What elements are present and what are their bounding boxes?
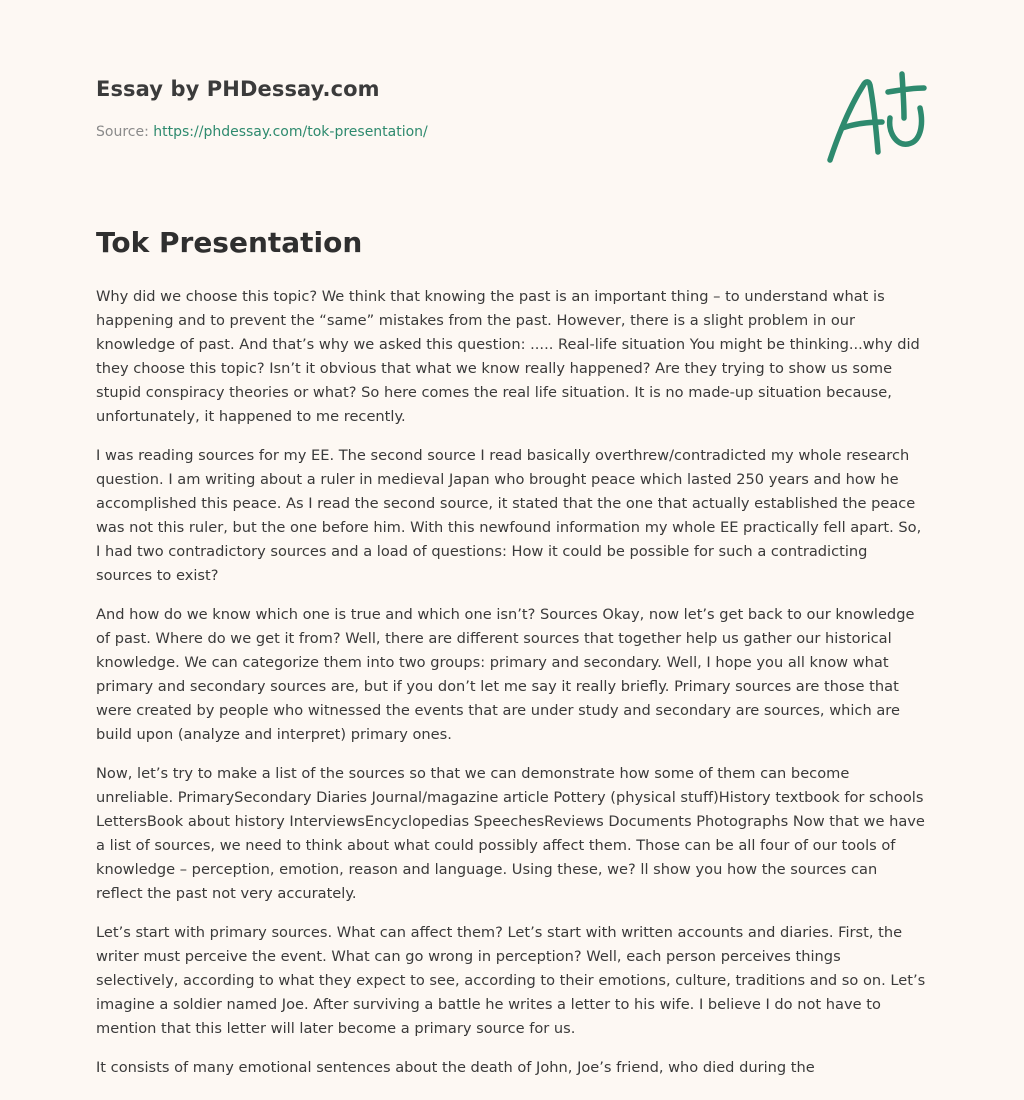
essay-paragraph: I was reading sources for my EE. The second source I read basically overthrew/contradicted my whole research question. I am writing about a ruler in medieval Japan who brought peace which lasted 250 years and how he accomplished this peace. As I read the second source, it stated that the one that actually established the peace was not this ruler, but the one before him. With this newfound information my whole EE practically fell apart. So, I had two contradictory sources and a load of questions: How it could be possible for such a contradicting sources to exist? [96, 447, 922, 584]
essay-paragraph: Why did we choose this topic? We think that knowing the past is an important thing – to understand what is happening and to prevent the “same” mistakes from the past. However, there is a slight problem in our knowledge of past. And that’s why we asked this question: ..... Real-life situation You might be thinking...why did they choose this topic? Isn’t it obvious that what we know really happened? Are they trying to show us some stupid conspiracy theories or what? So here comes the real life situation. It is no made-up situation because, unfortunately, it happened to me recently. [96, 288, 920, 425]
source-link[interactable]: https://phdessay.com/tok-presentation/ [153, 124, 428, 140]
source-label: Source: [96, 124, 154, 140]
essay-page [96, 0, 926, 1076]
essay-paragraph: It consists of many emotional sentences about the death of John, Joe’s friend, who died during the [96, 1059, 815, 1076]
essay-paragraph: Let’s start with primary sources. What can affect them? Let’s start with written accounts and diaries. First, the writer must perceive the event. What can go wrong in perception? Well, each person perceives things selectively, according to what they expect to see, according to their emotions, culture, traditions and so on. Let’s imagine a soldier named Joe. After surviving a battle he writes a letter to his wife. I believe I do not have to mention that this letter will later become a primary source for us. [96, 924, 926, 1037]
essay-paragraph: And how do we know which one is true and which one isn’t? Sources Okay, now let’s get back to our knowledge of past. Where do we get it from? Well, there are different sources that together help us gather our historical knowledge. We can categorize them into two groups: primary and secondary. Well, I hope you all know what primary and secondary sources are, but if you don’t let me say it really briefly. Primary sources are those that were created by people who witnessed the events that are under study and secondary are sources, which are build upon (analyze and interpret) primary ones. [96, 606, 915, 743]
a-plus-logo-icon [824, 66, 928, 166]
essay-body [96, 285, 926, 1095]
site-title: Essay by PHDessay.com [96, 77, 380, 101]
essay-title: Tok Presentation [96, 226, 363, 259]
essay-paragraph: Now, let’s try to make a list of the sources so that we can demonstrate how some of them can become unreliable. PrimarySecondary Diaries Journal/magazine article Pottery (physical stuff)History textbook for schools LettersBook about history InterviewsEncyclopedias SpeechesReviews Documents Photographs Now that we have a list of sources, we need to think about what could possibly affect them. Those can be all four of our tools of knowledge – perception, emotion, reason and language. Using these, we? ll show you how the sources can reflect the past not very accurately. [96, 765, 925, 902]
source-line [96, 124, 428, 140]
page-header [96, 0, 926, 200]
